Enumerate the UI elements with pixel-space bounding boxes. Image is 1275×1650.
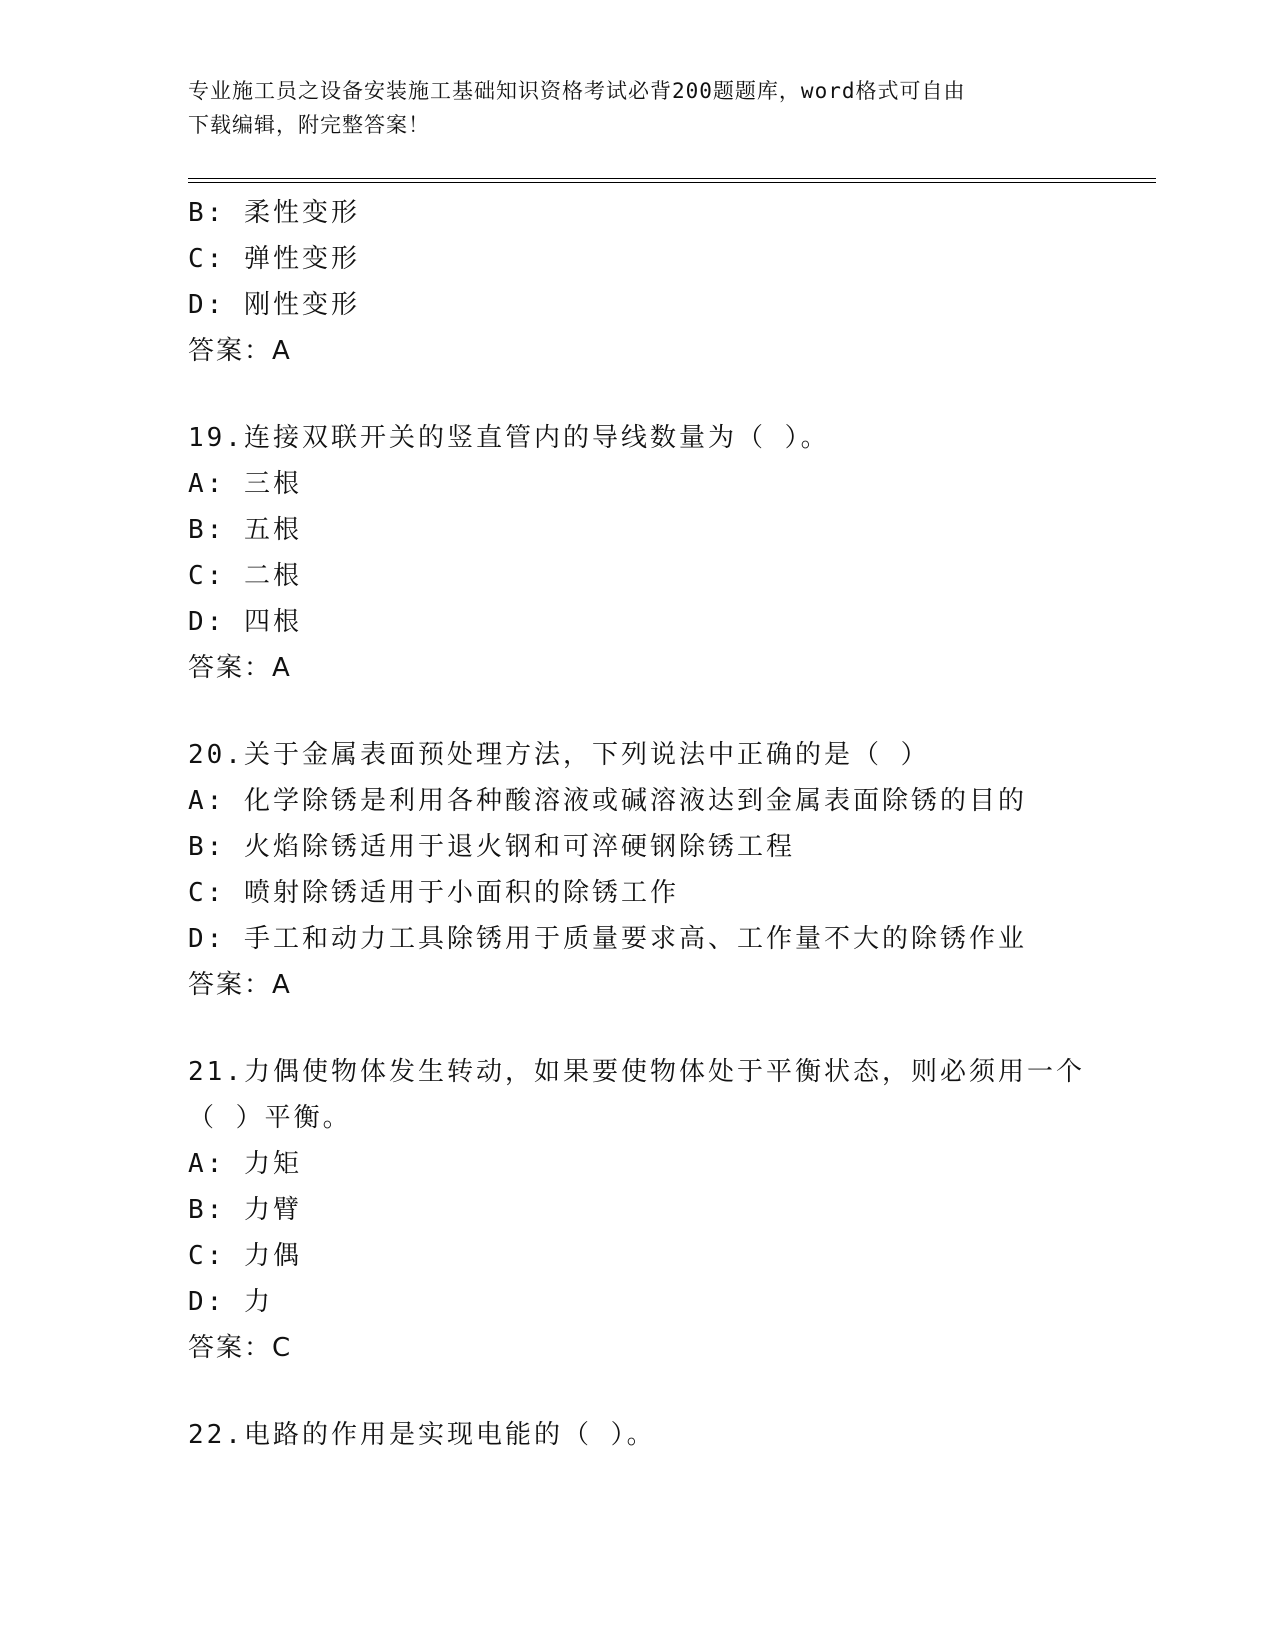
question-20-block (188, 732, 1158, 1008)
question-text: 20.关于金属表面预处理方法，下列说法中正确的是（ ） (188, 740, 930, 770)
option-a: A: 化学除锈是利用各种酸溶液或碱溶液达到金属表面除锈的目的 (188, 786, 1027, 816)
spacer (188, 1371, 1158, 1412)
question-19-block (188, 415, 1158, 691)
spacer (188, 374, 1158, 415)
answer-label: 答案：A (188, 653, 292, 683)
option-b: B: 五根 (188, 515, 302, 545)
answer-label: 答案：C (188, 1333, 293, 1363)
option-d: D: 刚性变形 (188, 290, 360, 320)
question-list (188, 190, 1158, 1458)
answer-label: 答案：A (188, 336, 292, 366)
option-a: A: 三根 (188, 469, 302, 499)
question-22-block (188, 1412, 1158, 1458)
option-c: C: 力偶 (188, 1241, 302, 1271)
option-c: C: 喷射除锈适用于小面积的除锈工作 (188, 878, 679, 908)
option-b: B: 力臂 (188, 1195, 302, 1225)
option-b: B: 柔性变形 (188, 198, 360, 228)
question-text-line-1: 21.力偶使物体发生转动，如果要使物体处于平衡状态，则必须用一个 (188, 1057, 1085, 1087)
question-text: 19.连接双联开关的竖直管内的导线数量为（ ）。 (188, 423, 830, 453)
document-header (188, 74, 1078, 142)
question-text: 22.电路的作用是实现电能的（ ）。 (188, 1420, 656, 1450)
header-divider (188, 178, 1156, 183)
option-c: C: 二根 (188, 561, 302, 591)
spacer (188, 691, 1158, 732)
question-text-line-2: （ ）平衡。 (188, 1103, 352, 1133)
header-title-line-2: 下载编辑，附完整答案！ (188, 113, 430, 137)
option-b: B: 火焰除锈适用于退火钢和可淬硬钢除锈工程 (188, 832, 795, 862)
header-title-line-1: 专业施工员之设备安装施工基础知识资格考试必背200题题库，word格式可自由 (188, 79, 966, 103)
option-d: D: 四根 (188, 607, 302, 637)
option-d: D: 力 (188, 1287, 273, 1317)
option-a: A: 力矩 (188, 1149, 302, 1179)
question-21-block (188, 1049, 1158, 1371)
option-c: C: 弹性变形 (188, 244, 360, 274)
question-18-block (188, 190, 1158, 374)
option-d: D: 手工和动力工具除锈用于质量要求高、工作量不大的除锈作业 (188, 924, 1027, 954)
answer-label: 答案：A (188, 970, 292, 1000)
spacer (188, 1008, 1158, 1049)
